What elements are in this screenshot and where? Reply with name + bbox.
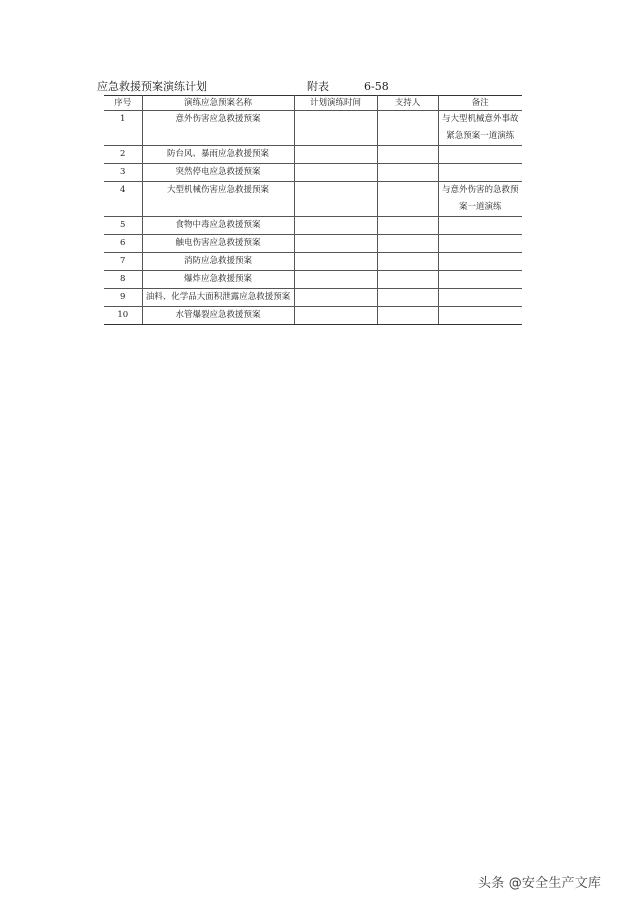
cell-remarks [438,164,522,182]
cell-plan-name: 爆炸应急救援预案 [142,271,294,289]
cell-number: 10 [104,307,142,325]
table-row [104,182,522,217]
annex-number: 6-58 [364,80,389,93]
cell-planned-time [294,271,377,289]
column-header-plan-name: 演练应急预案名称 [142,96,294,111]
cell-plan-name: 水管爆裂应急救援预案 [142,307,294,325]
cell-remarks [438,253,522,271]
table-row [104,307,522,325]
cell-remarks [438,307,522,325]
cell-number: 1 [104,111,142,146]
cell-number: 6 [104,235,142,253]
cell-number: 9 [104,289,142,307]
cell-planned-time [294,235,377,253]
document-header [97,79,537,95]
cell-plan-name: 意外伤害应急救援预案 [142,111,294,146]
cell-planned-time [294,111,377,146]
table-row [104,289,522,307]
cell-plan-name: 油料、化学品大面积泄露应急救援预案 [142,289,294,307]
watermark: 头条 @安全生产文库 [478,876,602,891]
cell-lead [377,307,438,325]
cell-lead [377,289,438,307]
cell-lead [377,253,438,271]
column-header-lead: 支持人 [377,96,438,111]
table-row [104,111,522,146]
table-row [104,235,522,253]
cell-number: 3 [104,164,142,182]
cell-number: 8 [104,271,142,289]
table-row [104,217,522,235]
cell-planned-time [294,164,377,182]
column-header-planned-time: 计划演练时间 [294,96,377,111]
drill-plan-table [104,95,522,325]
cell-planned-time [294,289,377,307]
table-row [104,146,522,164]
cell-lead [377,164,438,182]
cell-number: 2 [104,146,142,164]
cell-lead [377,217,438,235]
cell-remarks: 与大型机械意外事故紧急预案一道演练 [438,111,522,146]
cell-lead [377,235,438,253]
cell-number: 4 [104,182,142,217]
cell-plan-name: 大型机械伤害应急救援预案 [142,182,294,217]
column-header-remarks: 备注 [438,96,522,111]
cell-plan-name: 防台风、暴雨应急救援预案 [142,146,294,164]
table-header-row [104,96,522,111]
table-body [104,111,522,325]
cell-planned-time [294,146,377,164]
cell-number: 5 [104,217,142,235]
cell-remarks [438,271,522,289]
table-row [104,271,522,289]
table-row [104,164,522,182]
cell-number: 7 [104,253,142,271]
column-header-number: 序号 [104,96,142,111]
cell-remarks [438,289,522,307]
cell-planned-time [294,217,377,235]
table-row [104,253,522,271]
cell-lead [377,182,438,217]
cell-lead [377,271,438,289]
cell-remarks [438,217,522,235]
cell-planned-time [294,253,377,271]
cell-lead [377,111,438,146]
cell-planned-time [294,307,377,325]
document-title: 应急救援预案演练计划 [97,80,207,93]
cell-plan-name: 触电伤害应急救援预案 [142,235,294,253]
cell-plan-name: 食物中毒应急救援预案 [142,217,294,235]
cell-remarks: 与意外伤害的急救预案一道演练 [438,182,522,217]
cell-remarks [438,146,522,164]
cell-plan-name: 突然停电应急救援预案 [142,164,294,182]
cell-lead [377,146,438,164]
cell-remarks [438,235,522,253]
cell-plan-name: 消防应急救援预案 [142,253,294,271]
cell-planned-time [294,182,377,217]
annex-label: 附表 [307,80,329,93]
